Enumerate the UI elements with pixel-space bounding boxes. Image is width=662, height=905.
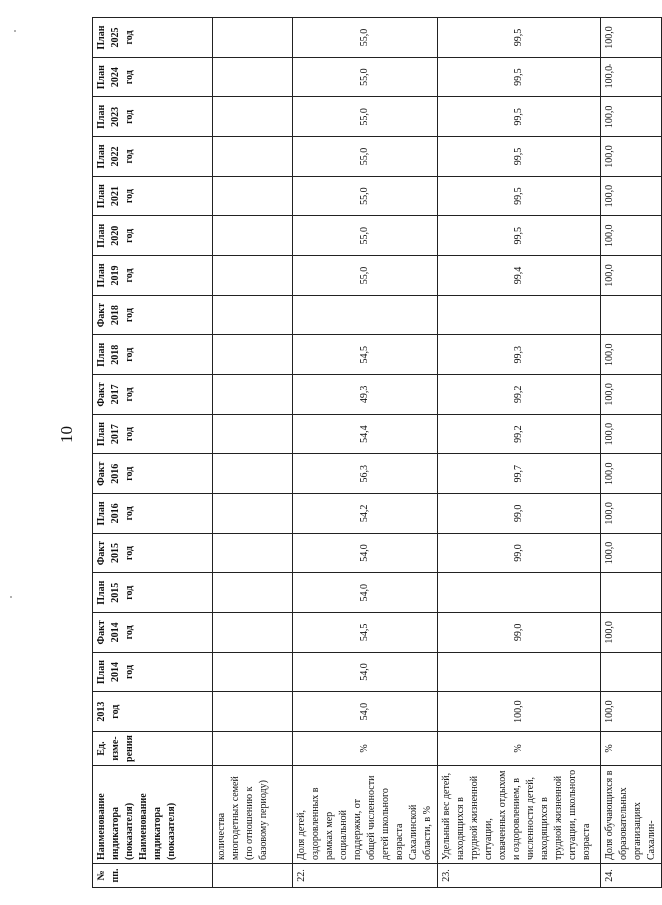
value-cell: 100,0: [601, 454, 662, 494]
value-cell: 100,0: [601, 256, 662, 296]
indicator-table: [92, 17, 662, 888]
value-cell: [213, 216, 293, 256]
page-number: 10: [57, 426, 76, 443]
row-number: 23.: [438, 864, 601, 888]
value-cell: [213, 573, 293, 613]
value-cell: 54,2: [293, 494, 438, 534]
value-cell: 99,0: [438, 494, 601, 534]
value-cell: 100,0: [601, 533, 662, 573]
value-cell: 99,0: [438, 613, 601, 653]
header-year: План 2024 год: [93, 57, 213, 97]
value-cell: [213, 533, 293, 573]
value-cell: 100,0: [601, 375, 662, 415]
value-cell: 55,0: [293, 176, 438, 216]
indicator-name: Удельный вес детей, находящихся в трудной жизненной ситуации, охваченных отдыхом и оздоровлением, в численности детей, находящихся в трудной жизненной ситуации, школьного возраста: [438, 766, 601, 864]
value-cell: [213, 494, 293, 534]
row-number: [213, 864, 293, 888]
header-year: План 2025 год: [93, 18, 213, 58]
header-year: 2013 год: [93, 692, 213, 732]
scan-speck: [10, 596, 12, 598]
scan-speck: [14, 30, 16, 32]
value-cell: 55,0: [293, 216, 438, 256]
value-cell: 99,5: [438, 137, 601, 177]
value-cell: [438, 295, 601, 335]
header-year: План 2023 год: [93, 97, 213, 137]
value-cell: 99,5: [438, 97, 601, 137]
value-cell: 99,7: [438, 454, 601, 494]
value-cell: [213, 652, 293, 692]
indicator-name: количества многодетных семей (по отношению к базовому периоду): [213, 766, 293, 864]
value-cell: 54,0: [293, 573, 438, 613]
value-cell: 99,2: [438, 414, 601, 454]
indicator-name: Доля обучающихся в образовательных организациях Сахалин-: [601, 766, 662, 864]
header-year: Факт 2017 год: [93, 375, 213, 415]
value-cell: 55,0: [293, 18, 438, 58]
value-cell: 100,0: [601, 176, 662, 216]
value-cell: 100,0: [601, 414, 662, 454]
value-cell: 99,3: [438, 335, 601, 375]
value-cell: 100,0: [601, 335, 662, 375]
value-cell: 100,0: [601, 57, 662, 97]
value-cell: [213, 692, 293, 732]
table-row: [438, 18, 601, 888]
value-cell: 100,0: [601, 613, 662, 653]
value-cell: 55,0: [293, 256, 438, 296]
header-year: Факт 2018 год: [93, 295, 213, 335]
value-cell: 100,0: [601, 692, 662, 732]
value-cell: [213, 18, 293, 58]
value-cell: [213, 97, 293, 137]
value-cell: 100,0: [438, 692, 601, 732]
value-cell: 100,0: [601, 97, 662, 137]
value-cell: [213, 176, 293, 216]
value-cell: 100,0: [601, 494, 662, 534]
header-year: План 2022 год: [93, 137, 213, 177]
header-year: Факт 2015 год: [93, 533, 213, 573]
value-cell: [438, 652, 601, 692]
value-cell: [213, 335, 293, 375]
unit-cell: %: [293, 732, 438, 766]
table-row: [601, 18, 662, 888]
header-year: Факт 2016 год: [93, 454, 213, 494]
value-cell: 54,5: [293, 335, 438, 375]
header-year: План 2018 год: [93, 335, 213, 375]
table-row: [213, 18, 293, 888]
indicator-table-wrapper: [92, 18, 657, 888]
value-cell: 55,0: [293, 97, 438, 137]
header-unit: Ед. изме-рения: [93, 732, 213, 766]
row-number: 22.: [293, 864, 438, 888]
header-year: План 2019 год: [93, 256, 213, 296]
value-cell: 100,0: [601, 18, 662, 58]
indicator-name: Доля детей, оздоровленных в рамках мер социальной поддержки, от общей численности детей школьного возраста Сахалинской области, в %: [293, 766, 438, 864]
value-cell: 49,3: [293, 375, 438, 415]
value-cell: 99,5: [438, 18, 601, 58]
header-row: [93, 18, 213, 888]
header-year: План 2017 год: [93, 414, 213, 454]
header-year: План 2021 год: [93, 176, 213, 216]
value-cell: [601, 295, 662, 335]
value-cell: [213, 375, 293, 415]
header-year: План 2014 год: [93, 652, 213, 692]
value-cell: 56,3: [293, 454, 438, 494]
value-cell: 99,0: [438, 533, 601, 573]
value-cell: [213, 295, 293, 335]
unit-cell: %: [438, 732, 601, 766]
value-cell: 99,2: [438, 375, 601, 415]
value-cell: 54,4: [293, 414, 438, 454]
header-name: Наименование индикатора (показателя) Наименование индикатора (показателя): [93, 766, 213, 864]
header-no: № пп.: [93, 864, 213, 888]
value-cell: 54,0: [293, 533, 438, 573]
value-cell: [213, 256, 293, 296]
value-cell: 99,4: [438, 256, 601, 296]
table-row: [293, 18, 438, 888]
value-cell: 100,0: [601, 137, 662, 177]
value-cell: [213, 454, 293, 494]
unit-cell: [213, 732, 293, 766]
value-cell: [601, 573, 662, 613]
value-cell: [213, 613, 293, 653]
header-year: План 2016 год: [93, 494, 213, 534]
value-cell: [213, 137, 293, 177]
header-year: Факт 2014 год: [93, 613, 213, 653]
value-cell: [601, 652, 662, 692]
value-cell: 55,0: [293, 57, 438, 97]
value-cell: 54,0: [293, 652, 438, 692]
value-cell: [293, 295, 438, 335]
value-cell: [438, 573, 601, 613]
value-cell: 99,5: [438, 57, 601, 97]
unit-cell: %: [601, 732, 662, 766]
value-cell: 99,5: [438, 216, 601, 256]
scan-speck: [609, 64, 611, 66]
header-year: План 2015 год: [93, 573, 213, 613]
value-cell: 100,0: [601, 216, 662, 256]
value-cell: 55,0: [293, 137, 438, 177]
value-cell: 54,0: [293, 692, 438, 732]
value-cell: 99,5: [438, 176, 601, 216]
value-cell: [213, 57, 293, 97]
row-number: 24.: [601, 864, 662, 888]
value-cell: 54,5: [293, 613, 438, 653]
header-year: План 2020 год: [93, 216, 213, 256]
value-cell: [213, 414, 293, 454]
